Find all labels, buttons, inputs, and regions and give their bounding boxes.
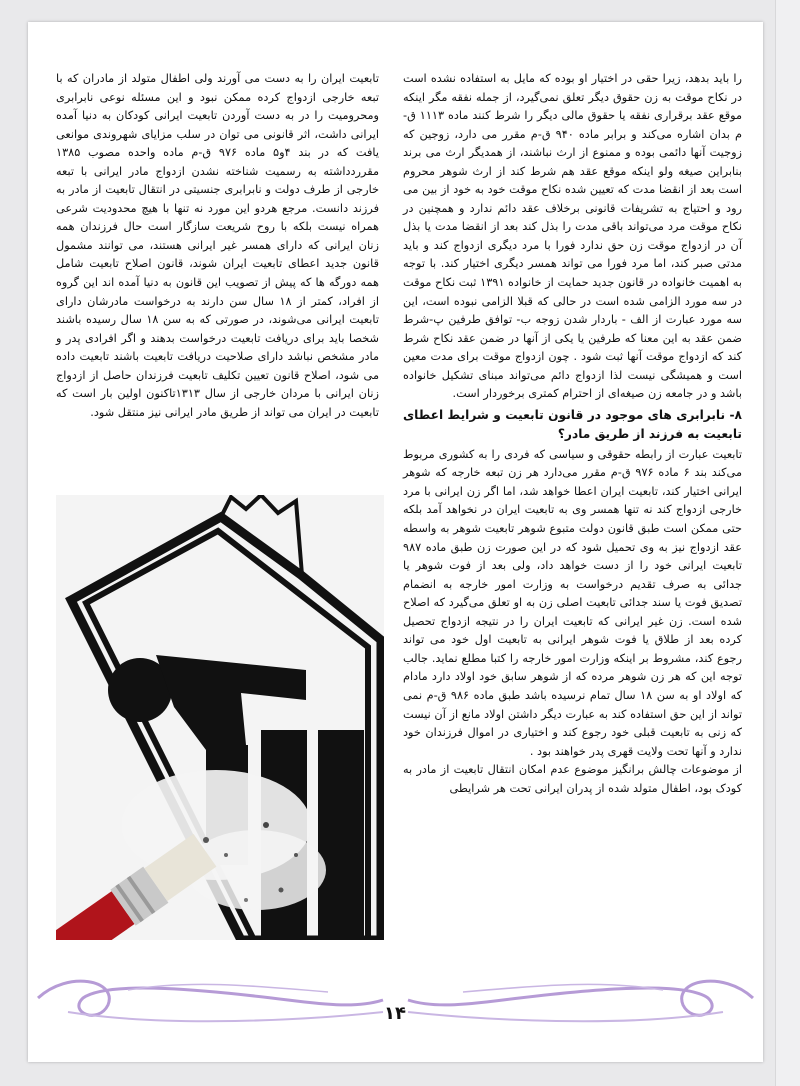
right-paragraph-1: را باید بدهد، زیرا حقی در اختیار او بوده که مایل به استفاده نشده است در نکاح موقت به زن حقوق دیگر تعلق نمی‌گیرد، از جمله نفقه مگر اینکه موقع عقد برقراری نفقه یا حقوق مالی دیگر را شرط کنند ماده ۱۱۱۳ ق-م بدان اشاره می‌کند و برابر ماده ۹۴۰ ق-م مقرر می دارد، زوجین که زوجیت آنها دائمی بوده و ممنوع از ارث نباشند، از همدیگر ارث می برند بنابراین صیغه ولو اینکه موقع عقد هم شرط کند از ارث شوهر محروم است بعد از انقضا مدت که تعیین شده نکاح موقت خود به خود از بین می رود و احتیاج به تشریفات قانونی برخلاف عقد دائم ندارد و همچنین در نکاح موقت مرد می‌تواند باقی مدت را بذل کند بعد از انقضا مدت یا بذل آن در ازدواج موقت زن حق ندارد فورا با مرد دیگری ازدواج کند و باید مدتی صبر کند، اما مرد فورا می تواند همسر دیگری اختیار کند. با توجه به اهمیت خانواده در قانون جدید حمایت از خانواده ۱۳۹۱ ثبت نکاح موقت در سه مورد الزامی شده است در حالی که قبلا الزامی نبوده است، این سه مورد عبارت از الف - باردار شدن زوجه ب- توافق طرفین پ-شرط ضمن عقد به این معنا که طرفین یا یکی از آنها در ضمن عقد نکاح شرط کند که ازدواج موقت آنها ثبت شود . چون ازدواج موقت برای مدت معین است و همیشگی نیست لذا ازدواج دائم می‌تواند مبنای تشکیل خانواده باشد و در جامعه زن صیغه‌ای از احترام کمتری برخوردار است.: [403, 72, 743, 401]
right-text-column: [403, 70, 742, 798]
page-number: ۱۴: [384, 1003, 406, 1024]
right-paragraph-2: تابعیت عبارت از رابطه حقوقی و سیاسی که فردی را به کشوری مربوط می‌کند بند ۶ ماده ۹۷۶ ق-م مقرر می‌دارد هر زن تبعه خارجه که شوهر ایرانی اختیار کند، تابعیت ایران اعطا خواهد شد، اما اگر زن ایرانی با مرد خارجی ازدواج کند نه تنها همسر وی به تابعیت ایران در نخواهد آمد بلکه حتی ممکن است طبق قانون دولت متبوع شوهر تابعیت شوهر به واسطه عقد ازدواج نیز به وی تحمیل شود که در این صورت زن طبق ماده ۹۸۷ تابعیت ایرانی خود را از دست خواهد داد، ولی بعد از فوت شوهر یا جدائی به صرف تقدیم درخواست به وزارت امور خارجه به انضمام تصدیق فوت یا سند جدائی تابعیت اصلی زن به او تعلق می‌گیرد که اصلاح شده است. زن غیر ایرانی که تابعیت ایران را در نتیجه ازدواج تحصیل کرده بعد از طلاق یا فوت شوهر ایرانی به تابعیت اول خود می تواند رجوع کند، مشروط بر اینکه وزارت امور خارجه را کتبا مطلع نماید. جالب توجه این که هر زن شوهر مرده که از شوهر سابق خود اولاد دارد مادام که اولاد او به سن ۱۸ سال تمام نرسیده باشد طبق ماده ۹۸۶ ق-م نمی تواند از این حق استفاده کند به عبارت دیگر داشتن اولاد مانع از آن نیست که زنی به تابعیت قبلی خود رجوع کند و اختیاری در اموال فرزندان خود ندارد و آنها تحت ولایت قهری پدر خواهند بود .: [403, 447, 742, 758]
decorative-swirl-border: [28, 950, 763, 1040]
left-paragraph: تابعیت ایران را به دست می آورند ولی اطفال متولد از مادران که با تبعه خارجی ازدواج کرده ممکن نبود و این مسئله نوعی نابرابری ومحرومیت را در به دست آوردن تابعیت ایرانی کودکان به دنیا آمده ایرانی داشت، اثر قانونی می توان در سلب مزایای شهروندی موانعی یافت که در بند ۴و۵ ماده ۹۷۶ ق-م ماده واحده مصوب ۱۳۸۵ مقرردداشته به رسمیت شناخته نشدن ازدواج مادر ایرانی با تبعه خارجی از طرف دولت و نابرابری جنسیتی در انتقال تابعیت از مادر به فرزند دانست. مرجع هردو این مورد نه تنها با هیچ محدودیت شرعی همراه نیست بلکه با روح شریعت سازگار است حال فرزندان همه زنان ایرانی که دارای همسر غیر ایرانی هستند، می توانند مشمول قانون جدید اعطای تابعیت ایران شوند، قانون اصلاح تابعیت شامل همه دورگه ها که پیش از تصویب این قانون به دنیا آمده اند این گروه از افراد، کمتر از ۱۸ سال سن دارند به درخواست مادرشان دارای تابعیت ایرانی می‌شوند، در صورتی که به سن ۱۸ سال رسیده باشند شخصا باید برای دریافت تابعیت درخواست بدهند و اگر افرادی پدر و مادر مشخص نباشد دارای صلاحیت دریافت تابعیت باشند تابعیت داده می شود، اصلاح قانون تعیین تکلیف تابعیت فرزندان حاصل از ازدواج زنان ایرانی با مردان خارجی از سال ۱۳۱۳تاکنون اولین بار است که تابعیت در ایران می تواند از طریق مادر ایرانی نیز منتقل شود.: [56, 72, 380, 419]
right-paragraph-3: از موضوعات چالش برانگیز موضوع عدم امکان انتقال تابعیت از مادر به کودک بود، اطفال متولد شده از پدران ایرانی تحت هر شرایطی: [403, 763, 742, 795]
figure-graphic: [56, 495, 384, 940]
viewer-scrollbar[interactable]: [775, 0, 800, 1086]
left-text-column: [56, 70, 379, 422]
section-heading: ۸- نابرابری های موجود در قانون تابعیت و شرایط اعطای تابعیت به فرزند از طریق مادر؟: [403, 407, 742, 441]
eraser-figure-illustration: [56, 495, 384, 940]
